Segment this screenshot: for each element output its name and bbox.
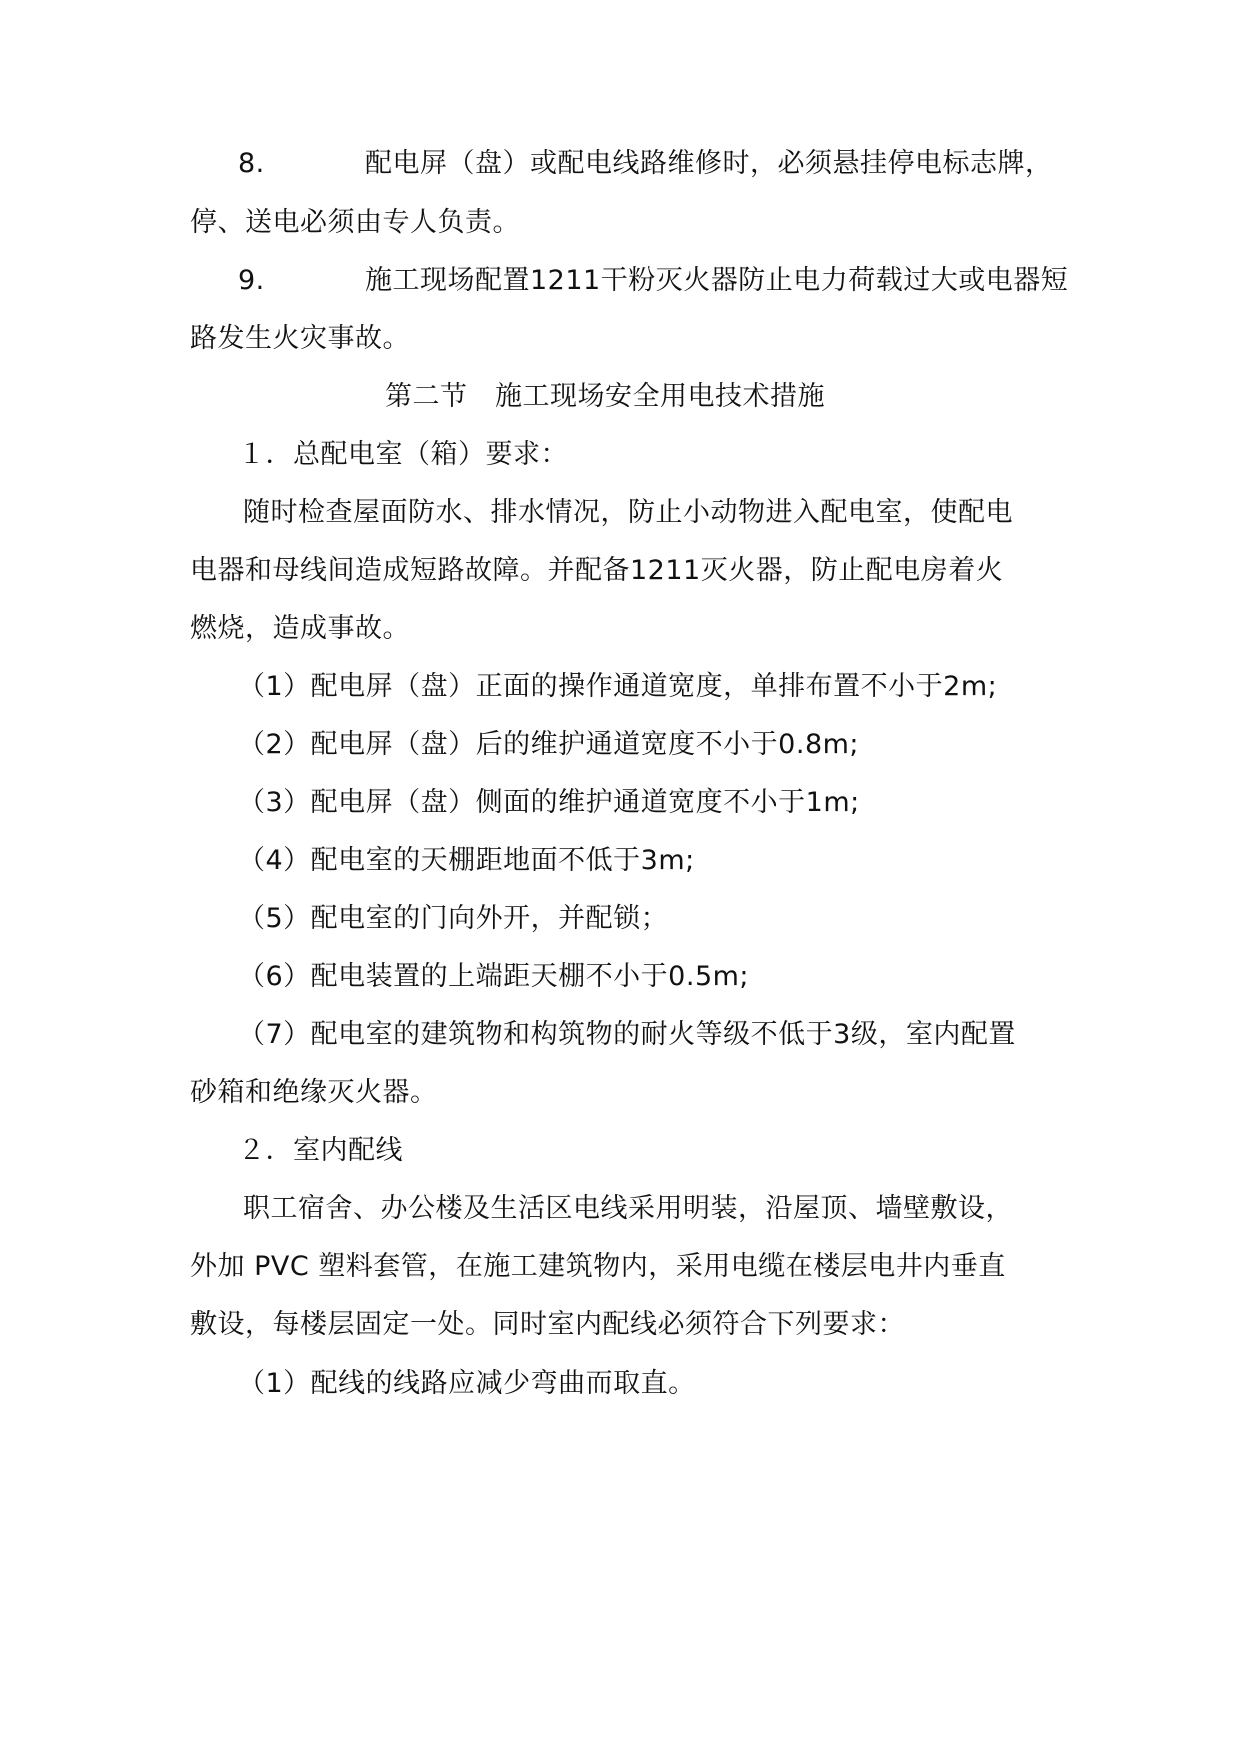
section-title: 第二节 施工现场安全用电技术措施 — [385, 381, 825, 412]
item-8-line-2: 停、送电必须由专人负责。 — [190, 207, 520, 238]
sub1-item-1: （1）配电屏（盘）正面的操作通道宽度，单排布置不小于2m; — [238, 671, 998, 702]
sub1-item-5: （5）配电室的门向外开，并配锁； — [238, 903, 669, 934]
sub1-heading: １．总配电室（箱）要求： — [238, 439, 568, 470]
item-9-line-2: 路发生火灾事故。 — [190, 323, 410, 354]
item-9-number: 9. — [238, 265, 265, 296]
item-8-text: 配电屏（盘）或配电线路维修时，必须悬挂停电标志牌， — [365, 148, 1053, 179]
sub2-heading: ２．室内配线 — [238, 1135, 403, 1166]
item-9-text: 施工现场配置1211干粉灭火器防止电力荷载过大或电器短 — [365, 265, 1069, 296]
sub1-paragraph-line-2: 电器和母线间造成短路故障。并配备1211灭火器，防止配电房着火 — [190, 555, 1004, 586]
sub1-item-7: （7）配电室的建筑物和构筑物的耐火等级不低于3级，室内配置 — [238, 1019, 1016, 1050]
sub1-item-2: （2）配电屏（盘）后的维护通道宽度不小于0.8m; — [238, 729, 860, 760]
item-9-line-1 — [238, 263, 1068, 299]
item-8-line-1 — [238, 146, 1053, 182]
sub2-paragraph-line-1: 职工宿舍、办公楼及生活区电线采用明装，沿屋顶、墙壁敷设， — [243, 1193, 1013, 1224]
sub2-paragraph-line-3: 敷设，每楼层固定一处。同时室内配线必须符合下列要求： — [190, 1309, 905, 1340]
sub2-item-1: （1）配线的线路应减少弯曲而取直。 — [238, 1368, 696, 1399]
sub1-item-6: （6）配电装置的上端距天棚不小于0.5m; — [238, 961, 750, 992]
sub2-paragraph-line-2: 外加 PVC 塑料套管，在施工建筑物内，采用电缆在楼层电井内垂直 — [190, 1251, 1006, 1282]
sub1-item-4: （4）配电室的天棚距地面不低于3m; — [238, 845, 695, 876]
sub1-paragraph-line-1: 随时检查屋面防水、排水情况，防止小动物进入配电室，使配电 — [243, 497, 1013, 528]
sub1-paragraph-line-3: 燃烧，造成事故。 — [190, 613, 410, 644]
sub1-item-3: （3）配电屏（盘）侧面的维护通道宽度不小于1m; — [238, 787, 860, 818]
sub1-item-7-line-2: 砂箱和绝缘灭火器。 — [190, 1077, 438, 1108]
item-8-number: 8. — [238, 148, 265, 179]
